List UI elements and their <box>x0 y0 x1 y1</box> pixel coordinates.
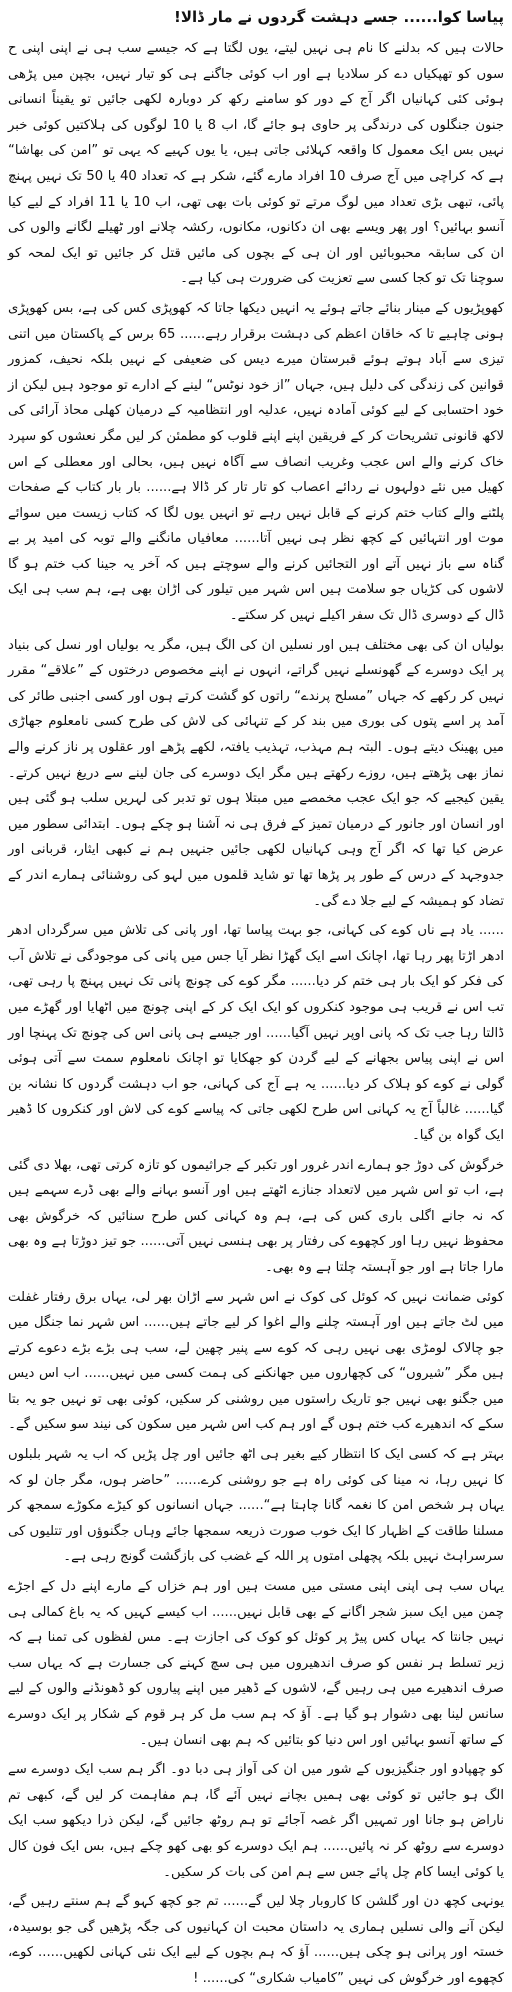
article-paragraph: حالات ہیں کہ بدلنے کا نام ہی نہیں لیتے، یوں لگتا ہے کہ جیسے سب ہی نے اپنی اپنی ح سوں کو تھپکیاں دے کر سلادیا ہے اور اب کوئی جاگنے ہی کو تیار نہیں، بچپن میں پڑھی ہوئی کئی کہانیاں اگر آج کے دور کو سامنے رکھ کر دوبارہ لکھی جائیں تو یقیناً انسانی جنون جنگلوں کی درندگی پر حاوی ہو جائے گا، اب 8 یا 10 لوگوں کی ہلاکتیں کوئی خبر نہیں بس ایک معمول کا واقعہ کہلائی جاتی ہیں، یا یوں کہیے کہ یہی تو ”امن کی بھاشا“ ہے کہ کراچی میں آج صرف 10 افراد مارے گئے، شکر ہے کہ تعداد 40 یا 50 تک نہیں پہنچ پائی، تبھی بڑی تعداد میں لوگ مرتے تو کوئی بات بھی تھی، اب 10 یا 11 افراد کے لیے کیا آنسو بہائیں؟ اور پھر ویسے بھی ان دکانوں، مکانوں، رکشہ چلانے اور ٹھیلے لگانے والوں کی ان کی سابقہ محبوبائیں اور ان ہی کے بچوں کی مائیں قتل کر جائیں تو ایک لمحہ کو سوچنا تک تو کجا کسی سے تعزیت کی ضرورت ہی کیا ہے۔ <box>8 41 504 287</box>
article-paragraph: کھوپڑیوں کے مینار بنائے جاتے ہوئے یہ انہیں دیکھا جاتا کہ کھوپڑی کس کی ہے، بس کھوپڑی ہونی چاہیے تا کہ خاقان اعظم کی دہشت برقرار رہے...... 65 برس کے پاکستان میں اتنی تیزی سے آباد ہوتے ہوئے قبرستان میرے دیس کی ضعیفی کے نہیں بلکہ نحیف، کمزور قوانین کی زندگی کی دلیل ہیں، جہاں ”از خود نوٹس“ لینے کے ادارے تو موجود ہیں لیکن از خود احتسابی کے لیے کوئی آمادہ نہیں، عدلیہ اور انتظامیہ کے درمیان کھلی محاذ آرائی کی لاکھ قانونی تشریحات کر کے فریقین اپنے اپنے قلوب کو مطمئن کر لیں مگر نعشوں کو سپرد خاک کرنے والے اس عجب وغریب انصاف سے آگاہ نہیں ہیں، بحالی اور معطلی کے اس کھیل میں نئے دولہوں نے ردائے اعصاب کو تار تار کر ڈالا ہے...... بار بار کتاب کے صفحات پلٹنے والے کتاب ختم کرنے کے قابل نہیں رہے تو انہیں یوں لگا کہ کتاب زیست میں سوائے موت اور انتہائیں کے کچھ نظر ہی نہیں آتا...... معافیاں مانگنے والے توبہ کی امید پر بے گناہ سے باز نہیں آتے اور التجائیں کرنے والے سوچتے ہیں کہ آخر یہ جینا کب ختم ہو گا لاشوں کی کڑیاں جو سلامت ہیں اس شہر میں تیلور کی اڑان بھی ہے، ہم سب ہی ایک ڈال کے دوسری ڈال تک سفر اکیلے نہیں کر سکتے۔ <box>8 300 505 624</box>
article-paragraph: ...... یاد ہے ناں کوے کی کہانی، جو بہت پیاسا تھا، اور پانی کی تلاش میں سرگرداں ادھر ادھر اڑتا پھر رہا تھا، اچانک اسے ایک گھڑا نظر آیا جس میں پانی کی موجودگی نے تلاش آب کی فکر کو ایک بار ہی ختم کر دیا...... مگر کوے کی چونچ پانی تک نہیں پہنچ پا رہی تھی، تب اس نے قریب ہی موجود کنکروں کو ایک ایک کر کے اپنی چونچ میں اٹھایا اور گھڑے میں ڈالتا رہا جب تک کہ پانی اوپر نہیں آگیا...... اور جیسے ہی پانی اس کی چونچ تک پہنچا اور اس نے اپنی پیاس بجھانے کے لیے گردن کو جھکایا تو اچانک نامعلوم سمت سے آتی ہوئی گولی نے کوے کو ہلاک کر دیا...... یہ ہے آج کی کہانی، جو اب دہشت گردوں کا نشانہ بن گیا...... غالباً آج یہ کہانی اس طرح لکھی جاتی کہ پیاسے کوے کی لاش اور کنکروں کا ڈھیر ایک گواہ بن گیا۔ <box>8 923 504 1143</box>
article-paragraph: کوئی ضمانت نہیں کہ کوئل کی کوک نے اس شہر سے اڑان بھر لی، یہاں برق رفتار غفلت میں لٹ جاتے ہیں اور آہستہ چلنے والے اغوا کر لیے جاتے ہیں...... اس شہر نما جنگل میں جو چالاک لومڑی بھی نہیں رہی کہ کوے سے پنیر چھین لے، سب ہی بڑے بڑے دعوے کرتے ہیں مگر ”شیروں“ کی کچھاروں میں جھانکنے کی ہمت کسی میں نہیں...... اب اس دیس میں جگنو بھی نہیں جو تاریک راستوں میں روشنی کر سکیں، کوئی بھی تو نہیں جو یہ بتا سکے کہ اندھیرے کب ختم ہوں گے اور ہم کب اس شہر میں سکون کی نیند سو سکیں گے۔ <box>8 1289 504 1433</box>
article-paragraph: بہتر ہے کہ کسی ایک کا انتظار کیے بغیر ہی اٹھ جائیں اور چل پڑیں کہ اب یہ شہر بلبلوں کا نہیں رہا، نہ مینا کی کوئی راہ ہے جو روشنی کرے...... ”حاضر ہوں، مگر جان لو کہ یہاں ہر شخص امن کا نغمہ گانا چاہتا ہے“...... جہاں انسانوں کو کیڑے مکوڑے سمجھ کر مسلنا طاقت کے اظہار کا ایک خوب صورت ذریعہ سمجھا جائے وہاں جگنوؤں اور تتلیوں کی سرسراہٹ نہیں بلکہ پچھلی امتوں پر اللہ کے غضب کی بازگشت گونج رہی ہے۔ <box>8 1447 504 1565</box>
article-paragraph: یونہی کچھ دن اور گلشن کا کاروبار چلا لیں گے...... تم جو کچھ کہو گے ہم سنتے رہیں گے، لیکن آنے والی نسلیں ہماری یہ داستان محبت ان کہانیوں کی جگہ پڑھیں گی جو بوسیدہ، خستہ اور پرانی ہو چکی ہیں...... آؤ کہ ہم بچوں کے لیے ایک نئی کہانی لکھیں...... کوے، کچھوے اور خرگوش کی نہیں ”کامیاب شکاری“ کی...... ! <box>8 1894 504 1986</box>
article-paragraph: یہاں سب ہی اپنی اپنی مستی میں مست ہیں اور ہم خزاں کے مارے اپنے دل کے اجڑے چمن میں ایک سبز شجر اگانے کے بھی قابل نہیں...... اب کیسے کہیں کہ یہ باغ کمالی ہی نہیں جانتا کہ یہاں کس پیڑ پر کوئل کو کوک کی اجازت ہے۔ مس لفظوں کی تمنا ہے کہ زیر تسلط ہر نفس کو صرف اندھیروں میں ہی سچ کہنے کی جسارت ہے کہ یہاں سب صرف اندھیرے میں ہی رہیں گے، لاشوں کے ڈھیر میں اپنے پیاروں کو ڈھونڈنے والوں کے لیے سانس لینا بھی دشوار ہو گیا ہے۔ آؤ کہ ہم سب مل کر ہر قوم کے شکار پر ایک دوسرے کے ساتھ آنسو بہائیں اور اس دنیا کو بتائیں کہ ہم بھی انسان ہیں۔ <box>8 1579 504 1748</box>
article-paragraph: بولیاں ان کی بھی مختلف ہیں اور نسلیں ان کی الگ ہیں، مگر یہ بولیاں اور نسل کی بنیاد پر ایک دوسرے کے گھونسلے نہیں گراتے، انہوں نے اپنے مخصوص درختوں کے ”علاقے“ مقرر نہیں کر رکھے کہ جہاں ”مسلح پرندے“ راتوں کو گشت کرتے ہوں اور کسی اجنبی طائر کی آمد پر اسے پتوں کی بوری میں بند کر کے تنہائی کی لاش کی طرح کسی نامعلوم جھاڑی میں پھینک دیتے ہوں۔ البتہ ہم مہذب، تہذیب یافتہ، لکھے پڑھے اور عقلوں پر ناز کرنے والے نماز بھی پڑھتے ہیں، روزے رکھتے ہیں مگر ایک دوسرے کی جان لینے سے دریغ نہیں کرتے۔ یقین کیجیے کہ جو ایک عجب مخمصے میں مبتلا ہوں تو تدبر کی لہریں سلب ہو گئی ہیں اور انسان اور جانور کے درمیان تمیز کے فرق ہی نہ آشنا ہو چکے ہوں۔ ابتدائی سطور میں عرض کیا تھا کہ اگر آج وہی کہانیاں لکھی جائیں جنہیں ہم نے کبھی ایثار، قربانی اور جدوجہد کے درس کے طور پر پڑھا تھا تو شاید قلموں میں لہو کی روشنائی ہمارے اندر کے تضاد کو ہمیشہ کے لیے جلا دے گی۔ <box>8 637 504 909</box>
article-paragraph: کو چھپادو اور جنگیزیوں کے شور میں ان کی آواز ہی دبا دو۔ اگر ہم سب ایک دوسرے سے الگ ہو جائیں تو کوئی بھی ہمیں بچانے نہیں آئے گا، ہم مفاہمت کر لیں گے، کبھی تم ناراض ہو جانا اور تمہیں اگر غصہ آجائے تو ہم روٹھ جائیں گے، لیکن ذرا دیکھو سب ایک دوسرے سے روٹھ کر نہ پائیں...... ہم ایک دوسرے کو بھی کھو چکے ہیں، بس ایک فون کال یا کوئی ایسا کام چل پائے جس سے ہم امن کی بات کر سکیں۔ <box>8 1762 504 1880</box>
article-title: پیاسا کوا...... جسے دہشت گردوں نے مار ڈالا! <box>174 8 504 26</box>
article-paragraph: خرگوش کی دوڑ جو ہمارے اندر غرور اور تکبر کے جراثیموں کو تازہ کرتی تھی، بھلا دی گئی ہے، اب تو اس شہر میں لاتعداد جنازے اٹھتے ہیں اور آنسو بہانے والے بھی ڈرے سہمے ہیں کہ نہ جانے اگلی باری کس کی ہے، ہم وہ کہانی کس طرح سنائیں کہ خرگوش بھی محفوظ نہیں رہا اور کچھوے کی رفتار پر بھی ہنسی نہیں آتی...... جو تیز دوڑتا ہے وہ بھی مارا جاتا ہے اور جو آہستہ چلتا ہے وہ بھی۔ <box>8 1157 504 1275</box>
